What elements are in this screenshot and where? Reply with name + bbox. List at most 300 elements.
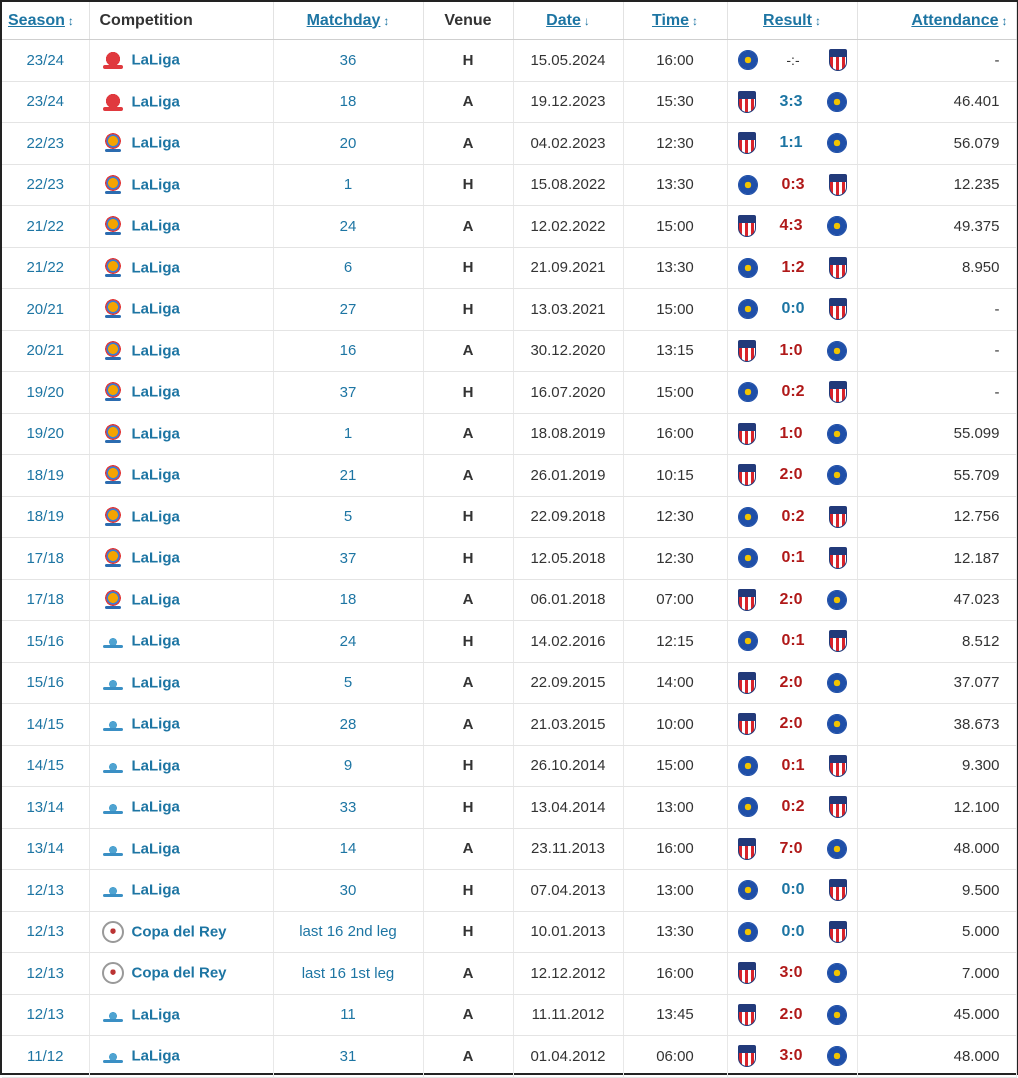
sort-desc-icon[interactable]: ↓ [583, 13, 590, 28]
home-team-crest-icon[interactable] [738, 507, 758, 527]
season-cell[interactable] [2, 330, 89, 372]
table-header-row [2, 2, 1016, 40]
home-team-crest-icon[interactable] [738, 631, 758, 651]
matchday-link[interactable]: 24 [339, 217, 357, 235]
matchday-cell[interactable] [273, 538, 423, 580]
attendance-cell: 56.079 [857, 123, 1016, 165]
competition-cell[interactable] [89, 538, 273, 580]
competition-link[interactable]: Copa del Rey [131, 964, 227, 982]
matchday-column-header[interactable]: Matchday ↕ [273, 2, 423, 40]
competition-cell[interactable] [89, 206, 273, 248]
season-cell[interactable] [2, 164, 89, 206]
matchday-link[interactable]: 28 [339, 715, 357, 733]
season-link[interactable]: 13/14 [26, 840, 65, 858]
season-link[interactable]: 19/20 [26, 383, 65, 401]
matchday-cell[interactable] [273, 579, 423, 621]
result-cell[interactable] [727, 745, 857, 787]
matchday-link[interactable]: 37 [339, 549, 357, 567]
away-team-crest-icon[interactable] [827, 216, 847, 236]
competition-logo-icon[interactable] [102, 590, 124, 610]
competition-cell[interactable] [89, 870, 273, 912]
match-result-link[interactable]: -:- [786, 52, 800, 69]
matchday-cell[interactable] [273, 206, 423, 248]
competition-cell[interactable] [89, 704, 273, 746]
competition-logo-icon[interactable] [102, 756, 124, 776]
competition-logo-icon[interactable] [102, 797, 124, 817]
competition-cell[interactable] [89, 123, 273, 165]
matchday-link[interactable]: 24 [339, 632, 357, 650]
table-row [2, 81, 1016, 123]
match-result-link[interactable]: 0:1 [781, 756, 805, 774]
season-link[interactable]: 22/23 [26, 176, 65, 194]
competition-cell[interactable] [89, 911, 273, 953]
competition-link[interactable]: LaLiga [131, 881, 180, 899]
match-result-link[interactable]: 4:3 [779, 217, 803, 235]
venue-cell: H [423, 164, 513, 206]
competition-logo-icon[interactable] [102, 962, 124, 984]
season-link[interactable]: 18/19 [26, 466, 65, 484]
matchday-link[interactable]: 5 [343, 508, 353, 526]
season-cell[interactable] [2, 289, 89, 331]
result-cell[interactable] [727, 787, 857, 829]
matchday-cell[interactable] [273, 787, 423, 829]
date-cell: 22.09.2015 [513, 662, 623, 704]
season-column-header[interactable]: Season ↕ [2, 2, 89, 40]
competition-logo-icon[interactable] [102, 507, 124, 527]
home-team-crest-icon[interactable] [738, 589, 756, 611]
home-team-crest-icon[interactable] [738, 1004, 756, 1026]
home-team-crest-icon[interactable] [738, 922, 758, 942]
matchday-link[interactable]: last 16 1st leg [301, 964, 395, 982]
match-result-link[interactable]: 2:0 [779, 466, 803, 484]
season-link[interactable]: 21/22 [26, 259, 65, 277]
result-cell[interactable] [727, 206, 857, 248]
result-cell[interactable] [727, 621, 857, 663]
home-team-crest-icon[interactable] [738, 258, 758, 278]
season-cell[interactable] [2, 621, 89, 663]
competition-logo-icon[interactable] [102, 548, 124, 568]
matchday-link[interactable]: 9 [343, 757, 353, 775]
away-team-crest-icon[interactable] [829, 257, 847, 279]
home-team-crest-icon[interactable] [738, 50, 758, 70]
result-cell[interactable] [727, 579, 857, 621]
competition-logo-icon[interactable] [102, 341, 124, 361]
matchday-link[interactable]: 30 [339, 881, 357, 899]
competition-cell[interactable] [89, 455, 273, 497]
competition-link[interactable]: LaLiga [131, 840, 180, 858]
competition-link[interactable]: LaLiga [131, 259, 180, 277]
competition-logo-icon[interactable] [102, 382, 124, 402]
matchday-cell[interactable] [273, 828, 423, 870]
result-cell[interactable] [727, 704, 857, 746]
matchday-cell[interactable] [273, 870, 423, 912]
matchday-cell[interactable] [273, 662, 423, 704]
matchday-link[interactable]: 1 [343, 425, 353, 443]
matchday-cell[interactable] [273, 413, 423, 455]
season-cell[interactable] [2, 123, 89, 165]
result-cell[interactable] [727, 662, 857, 704]
match-result-link[interactable]: 0:1 [781, 632, 805, 650]
season-cell[interactable] [2, 953, 89, 995]
season-link[interactable]: 12/13 [26, 881, 65, 899]
home-team-crest-icon[interactable] [738, 880, 758, 900]
matchday-link[interactable]: 36 [339, 51, 357, 69]
result-cell[interactable] [727, 1036, 857, 1078]
competition-cell[interactable] [89, 40, 273, 82]
competition-cell[interactable] [89, 247, 273, 289]
competition-logo-icon[interactable] [102, 258, 124, 278]
competition-cell[interactable] [89, 330, 273, 372]
matchday-link[interactable]: last 16 2nd leg [299, 923, 397, 941]
matchday-cell[interactable] [273, 164, 423, 206]
table-row [2, 828, 1016, 870]
competition-link[interactable]: LaLiga [131, 632, 180, 650]
competition-cell[interactable] [89, 953, 273, 995]
season-link[interactable]: 20/21 [26, 342, 65, 360]
competition-cell[interactable] [89, 745, 273, 787]
match-result-link[interactable]: 0:0 [781, 922, 805, 940]
away-team-crest-icon[interactable] [829, 796, 847, 818]
matchday-cell[interactable] [273, 289, 423, 331]
season-link[interactable]: 12/13 [26, 1006, 65, 1024]
competition-link[interactable]: LaLiga [131, 134, 180, 152]
sort-both-icon[interactable]: ↕ [692, 13, 699, 28]
result-cell[interactable] [727, 994, 857, 1036]
sort-both-icon[interactable]: ↕ [67, 13, 74, 28]
competition-cell[interactable] [89, 621, 273, 663]
home-team-crest-icon[interactable] [738, 548, 758, 568]
result-cell[interactable] [727, 164, 857, 206]
home-team-crest-icon[interactable] [738, 797, 758, 817]
home-team-crest-icon[interactable] [738, 756, 758, 776]
competition-logo-icon[interactable] [102, 133, 124, 153]
result-cell[interactable] [727, 372, 857, 414]
competition-link[interactable]: LaLiga [131, 508, 180, 526]
season-link[interactable]: 20/21 [26, 300, 65, 318]
sort-both-icon[interactable]: ↕ [383, 13, 390, 28]
away-team-crest-icon[interactable] [829, 381, 847, 403]
away-team-crest-icon[interactable] [829, 49, 847, 71]
competition-logo-icon[interactable] [102, 673, 124, 693]
result-cell[interactable] [727, 413, 857, 455]
competition-logo-icon[interactable] [102, 299, 124, 319]
matchday-cell[interactable] [273, 81, 423, 123]
matchday-cell[interactable] [273, 455, 423, 497]
away-team-crest-icon[interactable] [827, 839, 847, 859]
matchday-cell[interactable] [273, 621, 423, 663]
away-team-crest-icon[interactable] [827, 92, 847, 112]
home-team-crest-icon[interactable] [738, 1045, 756, 1067]
match-result-link[interactable]: 0:3 [781, 175, 805, 193]
competition-cell[interactable] [89, 579, 273, 621]
match-result-link[interactable]: 0:0 [781, 300, 805, 318]
match-result-link[interactable]: 1:0 [779, 341, 803, 359]
season-cell[interactable] [2, 994, 89, 1036]
season-link[interactable]: 11/12 [27, 1047, 64, 1065]
matchday-link[interactable]: 33 [339, 798, 357, 816]
result-cell[interactable] [727, 828, 857, 870]
competition-logo-icon[interactable] [102, 921, 124, 943]
away-team-crest-icon[interactable] [829, 755, 847, 777]
away-team-crest-icon[interactable] [827, 1046, 847, 1066]
competition-logo-icon[interactable] [102, 1046, 124, 1066]
match-result-link[interactable]: 1:0 [779, 424, 803, 442]
result-cell[interactable] [727, 538, 857, 580]
matchday-cell[interactable] [273, 40, 423, 82]
home-team-crest-icon[interactable] [738, 299, 758, 319]
competition-logo-icon[interactable] [102, 50, 124, 70]
competition-cell[interactable] [89, 994, 273, 1036]
result-cell[interactable] [727, 330, 857, 372]
match-result-link[interactable]: 0:2 [781, 383, 805, 401]
competition-link[interactable]: LaLiga [131, 425, 180, 443]
attendance-cell: - [857, 372, 1016, 414]
result-cell[interactable] [727, 870, 857, 912]
competition-cell[interactable] [89, 164, 273, 206]
result-cell[interactable] [727, 247, 857, 289]
competition-link[interactable]: LaLiga [131, 798, 180, 816]
competition-cell[interactable] [89, 372, 273, 414]
competition-logo-icon[interactable] [102, 839, 124, 859]
away-team-crest-icon[interactable] [829, 506, 847, 528]
time-cell: 15:00 [623, 289, 727, 331]
competition-logo-icon[interactable] [102, 92, 124, 112]
competition-logo-icon[interactable] [102, 1005, 124, 1025]
time-cell: 14:00 [623, 662, 727, 704]
season-link[interactable]: 21/22 [26, 217, 65, 235]
home-team-crest-icon[interactable] [738, 672, 756, 694]
season-cell[interactable] [2, 206, 89, 248]
home-team-crest-icon[interactable] [738, 838, 756, 860]
match-result-link[interactable]: 0:0 [781, 881, 805, 899]
season-link[interactable]: 13/14 [26, 798, 65, 816]
season-link[interactable]: 14/15 [26, 715, 65, 733]
season-link[interactable]: 19/20 [26, 425, 65, 443]
home-team-crest-icon[interactable] [738, 215, 756, 237]
season-link[interactable]: 15/16 [26, 674, 65, 692]
season-cell[interactable] [2, 496, 89, 538]
matchday-link[interactable]: 20 [339, 134, 357, 152]
result-cell[interactable] [727, 81, 857, 123]
away-team-crest-icon[interactable] [829, 547, 847, 569]
home-team-crest-icon[interactable] [738, 340, 756, 362]
season-cell[interactable] [2, 745, 89, 787]
away-team-crest-icon[interactable] [827, 590, 847, 610]
competition-link[interactable]: LaLiga [131, 674, 180, 692]
away-team-crest-icon[interactable] [829, 879, 847, 901]
match-result-link[interactable]: 2:0 [779, 715, 803, 733]
matchday-link[interactable]: 18 [339, 591, 357, 609]
home-team-crest-icon[interactable] [738, 464, 756, 486]
competition-link[interactable]: LaLiga [131, 93, 180, 111]
season-cell[interactable] [2, 1036, 89, 1078]
season-link[interactable]: 23/24 [26, 93, 65, 111]
away-team-crest-icon[interactable] [827, 963, 847, 983]
away-team-crest-icon[interactable] [829, 630, 847, 652]
match-result-link[interactable]: 3:0 [779, 964, 803, 982]
matchday-cell[interactable] [273, 953, 423, 995]
sort-both-icon[interactable]: ↕ [1001, 13, 1008, 28]
home-team-crest-icon[interactable] [738, 175, 758, 195]
match-result-link[interactable]: 3:0 [779, 1047, 803, 1065]
match-result-link[interactable]: 2:0 [779, 1005, 803, 1023]
result-cell[interactable] [727, 953, 857, 995]
away-team-crest-icon[interactable] [827, 1005, 847, 1025]
season-link[interactable]: 17/18 [26, 549, 65, 567]
season-link[interactable]: 22/23 [26, 134, 65, 152]
competition-cell[interactable] [89, 787, 273, 829]
season-link[interactable]: 14/15 [26, 757, 65, 775]
match-result-link[interactable]: 2:0 [779, 590, 803, 608]
away-team-crest-icon[interactable] [827, 714, 847, 734]
matchday-link[interactable]: 1 [343, 176, 353, 194]
competition-link[interactable]: Copa del Rey [131, 923, 227, 941]
result-cell[interactable] [727, 289, 857, 331]
match-result-link[interactable]: 0:2 [781, 507, 805, 525]
matchday-cell[interactable] [273, 372, 423, 414]
matchday-cell[interactable] [273, 704, 423, 746]
competition-cell[interactable] [89, 413, 273, 455]
matchday-cell[interactable] [273, 1036, 423, 1078]
match-result-link[interactable]: 0:1 [781, 549, 805, 567]
match-result-link[interactable]: 0:2 [781, 798, 805, 816]
matchday-cell[interactable] [273, 247, 423, 289]
attendance-column-header[interactable]: Attendance ↕ [857, 2, 1016, 40]
competition-link[interactable]: LaLiga [131, 715, 180, 733]
competition-logo-icon[interactable] [102, 216, 124, 236]
season-link[interactable]: 23/24 [26, 51, 65, 69]
home-team-crest-icon[interactable] [738, 91, 756, 113]
season-cell[interactable] [2, 247, 89, 289]
season-cell[interactable] [2, 40, 89, 82]
competition-link[interactable]: LaLiga [131, 1047, 180, 1065]
season-cell[interactable] [2, 538, 89, 580]
away-team-crest-icon[interactable] [827, 424, 847, 444]
matchday-link[interactable]: 21 [339, 466, 357, 484]
matchday-cell[interactable] [273, 123, 423, 165]
match-result-link[interactable]: 7:0 [779, 839, 803, 857]
matchday-link[interactable]: 16 [339, 342, 357, 360]
matchday-link[interactable]: 18 [339, 93, 357, 111]
match-result-link[interactable]: 2:0 [779, 673, 803, 691]
season-cell[interactable] [2, 413, 89, 455]
matchday-link[interactable]: 31 [339, 1047, 357, 1065]
competition-cell[interactable] [89, 662, 273, 704]
competition-cell[interactable] [89, 496, 273, 538]
competition-link[interactable]: LaLiga [131, 176, 180, 194]
matchday-link[interactable]: 11 [340, 1006, 356, 1024]
season-link[interactable]: 18/19 [26, 508, 65, 526]
match-result-link[interactable]: 1:2 [781, 258, 805, 276]
result-cell[interactable] [727, 496, 857, 538]
home-team-crest-icon[interactable] [738, 962, 756, 984]
matchday-cell[interactable] [273, 745, 423, 787]
away-team-crest-icon[interactable] [829, 298, 847, 320]
matchday-cell[interactable] [273, 330, 423, 372]
away-team-crest-icon[interactable] [829, 921, 847, 943]
season-cell[interactable] [2, 372, 89, 414]
competition-link[interactable]: LaLiga [131, 1006, 180, 1024]
competition-link[interactable]: LaLiga [131, 217, 180, 235]
matchday-link[interactable]: 37 [339, 383, 357, 401]
competition-link[interactable]: LaLiga [131, 342, 180, 360]
matchday-link[interactable]: 14 [339, 840, 357, 858]
matchday-link[interactable]: 6 [343, 259, 353, 277]
home-team-crest-icon[interactable] [738, 423, 756, 445]
competition-link[interactable]: LaLiga [131, 51, 180, 69]
season-link[interactable]: 12/13 [26, 923, 65, 941]
competition-link[interactable]: LaLiga [131, 757, 180, 775]
match-result-link[interactable]: 3:3 [779, 92, 803, 110]
matchday-cell[interactable] [273, 496, 423, 538]
away-team-crest-icon[interactable] [827, 673, 847, 693]
season-cell[interactable] [2, 787, 89, 829]
competition-cell[interactable] [89, 81, 273, 123]
season-cell[interactable] [2, 455, 89, 497]
season-cell[interactable] [2, 828, 89, 870]
competition-link[interactable]: LaLiga [131, 549, 180, 567]
table-row [2, 621, 1016, 663]
result-cell[interactable] [727, 123, 857, 165]
match-result-link[interactable]: 1:1 [779, 134, 803, 152]
attendance-cell: 9.500 [857, 870, 1016, 912]
competition-cell[interactable] [89, 1036, 273, 1078]
season-link[interactable]: 12/13 [26, 964, 65, 982]
result-cell[interactable] [727, 911, 857, 953]
matchday-cell[interactable] [273, 911, 423, 953]
matchday-link[interactable]: 27 [339, 300, 357, 318]
competition-logo-icon[interactable] [102, 631, 124, 651]
competition-cell[interactable] [89, 289, 273, 331]
date-cell: 16.07.2020 [513, 372, 623, 414]
matchday-link[interactable]: 5 [343, 674, 353, 692]
season-cell[interactable] [2, 662, 89, 704]
competition-link[interactable]: LaLiga [131, 300, 180, 318]
away-team-crest-icon[interactable] [827, 465, 847, 485]
date-column-header[interactable]: Date ↓ [513, 2, 623, 40]
season-cell[interactable] [2, 579, 89, 621]
date-cell: 10.01.2013 [513, 911, 623, 953]
home-team-crest-icon[interactable] [738, 132, 756, 154]
competition-logo-icon[interactable] [102, 175, 124, 195]
sort-both-icon[interactable]: ↕ [814, 13, 821, 28]
competition-link[interactable]: LaLiga [131, 466, 180, 484]
away-team-crest-icon[interactable] [829, 174, 847, 196]
result-column-header[interactable]: Result ↕ [727, 2, 857, 40]
matchday-cell[interactable] [273, 994, 423, 1036]
season-cell[interactable] [2, 81, 89, 123]
season-cell[interactable] [2, 911, 89, 953]
season-link[interactable]: 15/16 [26, 632, 65, 650]
home-team-crest-icon[interactable] [738, 713, 756, 735]
competition-logo-icon[interactable] [102, 880, 124, 900]
time-column-header[interactable]: Time ↕ [623, 2, 727, 40]
away-team-crest-icon[interactable] [827, 341, 847, 361]
competition-cell[interactable] [89, 828, 273, 870]
home-team-crest-icon[interactable] [738, 382, 758, 402]
competition-logo-icon[interactable] [102, 465, 124, 485]
competition-logo-icon[interactable] [102, 714, 124, 734]
season-cell[interactable] [2, 870, 89, 912]
away-team-crest-icon[interactable] [827, 133, 847, 153]
competition-logo-icon[interactable] [102, 424, 124, 444]
result-cell[interactable] [727, 455, 857, 497]
competition-link[interactable]: LaLiga [131, 383, 180, 401]
season-cell[interactable] [2, 704, 89, 746]
season-link[interactable]: 17/18 [26, 591, 65, 609]
competition-link[interactable]: LaLiga [131, 591, 180, 609]
result-cell[interactable] [727, 40, 857, 82]
